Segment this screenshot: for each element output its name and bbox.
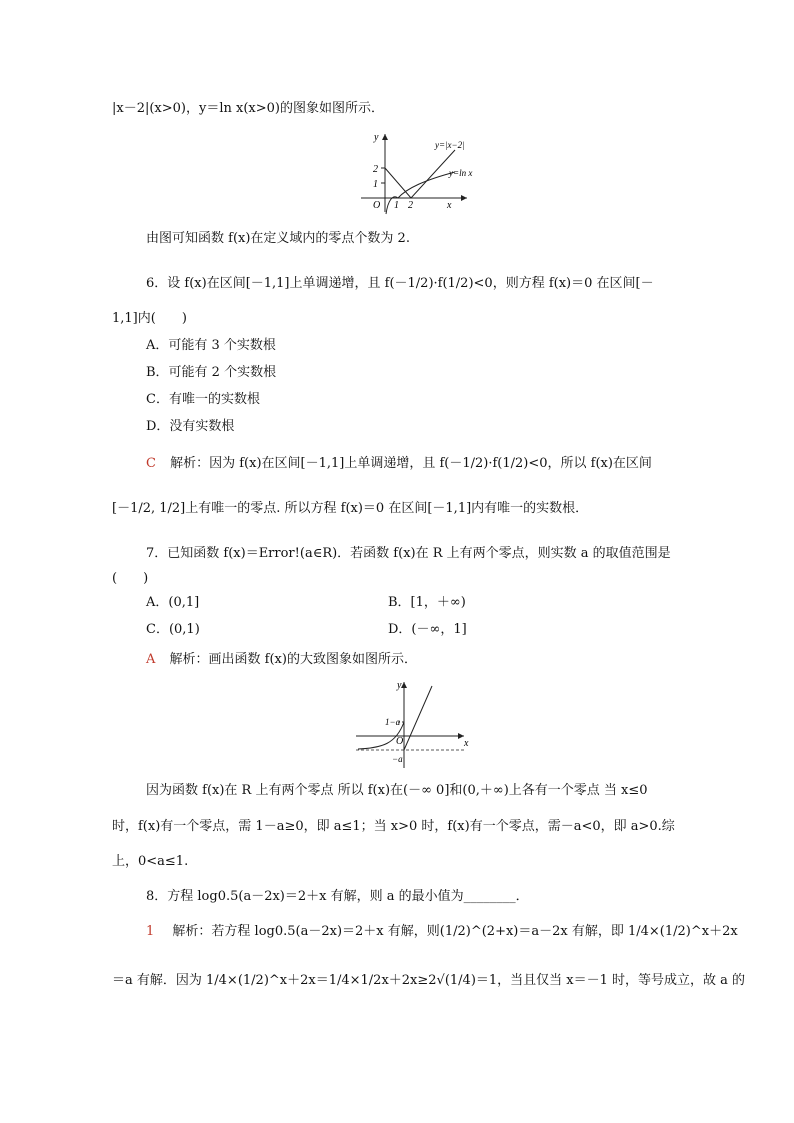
q7-stem: 7．已知函数 f(x)＝Error!(a∈R)．若函数 f(x)在 R 上有两个零点，则实数 a 的取值范围是: [146, 546, 671, 561]
q6-option-d: D．没有实数根: [146, 419, 235, 434]
label-ln: y=ln x: [449, 168, 473, 178]
q7-explanation-2: 因为函数 f(x)在 R 上有两个零点 所以 f(x)在(－∞ 0]和(0,＋∞)上各有一个零点 当 x≤0: [146, 783, 648, 798]
q8-answer-tag: 1: [146, 924, 155, 939]
q7-answer: [146, 651, 417, 669]
q8-answer: [146, 923, 738, 941]
label-abs: y=|x−2|: [435, 140, 465, 150]
q6-option-c: C．有唯一的实数根: [146, 392, 260, 407]
q7-answer-tag: A: [146, 652, 156, 667]
q8-explanation-2: ＝a 有解．因为 1/4×(1/2)^x＋2x＝1/4×1/2x＋2x≥2√(1/4)＝1，当且仅当 x＝－1 时，等号成立，故 a 的: [112, 973, 746, 988]
x-axis-label: x: [464, 738, 469, 749]
q6-stem: 6．设 f(x)在区间[－1,1]上单调递增，且 f(－1/2)·f(1/2)<0，则方程 f(x)＝0 在区间[－: [146, 276, 654, 291]
origin-label: O: [373, 200, 381, 211]
q7-stem-2: ( ): [112, 571, 149, 586]
y-axis-label: y: [397, 680, 402, 691]
label-minus-a: −a: [392, 754, 403, 764]
q7-option-d: D．(－∞，1]: [388, 622, 467, 637]
figure-abs-ln: [355, 128, 495, 218]
solution-line-2: 由图可知函数 f(x)在定义域内的零点个数为 2.: [146, 231, 410, 246]
q6-option-b: B．可能有 2 个实数根: [146, 365, 277, 380]
origin-label: O: [396, 736, 404, 747]
q7-option-c: C．(0,1): [146, 622, 200, 637]
tick-y2: 2: [373, 164, 378, 175]
q8-stem: 8．方程 log0.5(a－2x)＝2＋x 有解，则 a 的最小值为________．: [146, 889, 529, 904]
q7-option-a: A．(0,1]: [146, 595, 200, 610]
tick-y1: 1: [373, 179, 378, 190]
q6-option-a: A．可能有 3 个实数根: [146, 338, 276, 353]
q6-answer: [146, 455, 652, 473]
figure-piecewise: [352, 678, 477, 770]
q8-explanation: 解析：若方程 log0.5(a－2x)＝2＋x 有解，则(1/2)^(2+x)＝a－2x 有解，即 1/4×(1/2)^x＋2x: [172, 924, 738, 939]
q7-explanation-3: 时，f(x)有一个零点，需 1－a≥0，即 a≤1；当 x>0 时，f(x)有一个零点，需－a<0，即 a>0.综: [112, 819, 675, 834]
q6-explanation-2: [－1/2, 1/2]上有唯一的零点. 所以方程 f(x)＝0 在区间[－1,1]内有唯一的实数根．: [112, 501, 589, 516]
right-branch: [404, 686, 432, 750]
label-1-minus-a: 1−a: [385, 717, 401, 727]
abs-curve: [385, 150, 455, 198]
q6-explanation: 解析：因为 f(x)在区间[－1,1]上单调递增，且 f(－1/2)·f(1/2)<0，所以 f(x)在区间: [170, 456, 652, 471]
x-axis-label: x: [447, 200, 452, 211]
q7-option-b: B．[1，＋∞): [388, 595, 466, 610]
y-axis-label: y: [374, 132, 379, 143]
solution-line-1: |x－2|(x>0)，y＝ln x(x>0)的图象如图所示．: [112, 101, 384, 116]
q6-answer-tag: C: [146, 456, 156, 471]
tick-x2: 2: [408, 200, 413, 211]
tick-x1: 1: [394, 200, 399, 211]
q7-explanation: 解析：画出函数 f(x)的大致图象如图所示．: [169, 652, 417, 667]
q6-stem-2: 1,1]内( ): [112, 311, 187, 326]
q7-explanation-4: 上，0<a≤1.: [112, 854, 189, 869]
